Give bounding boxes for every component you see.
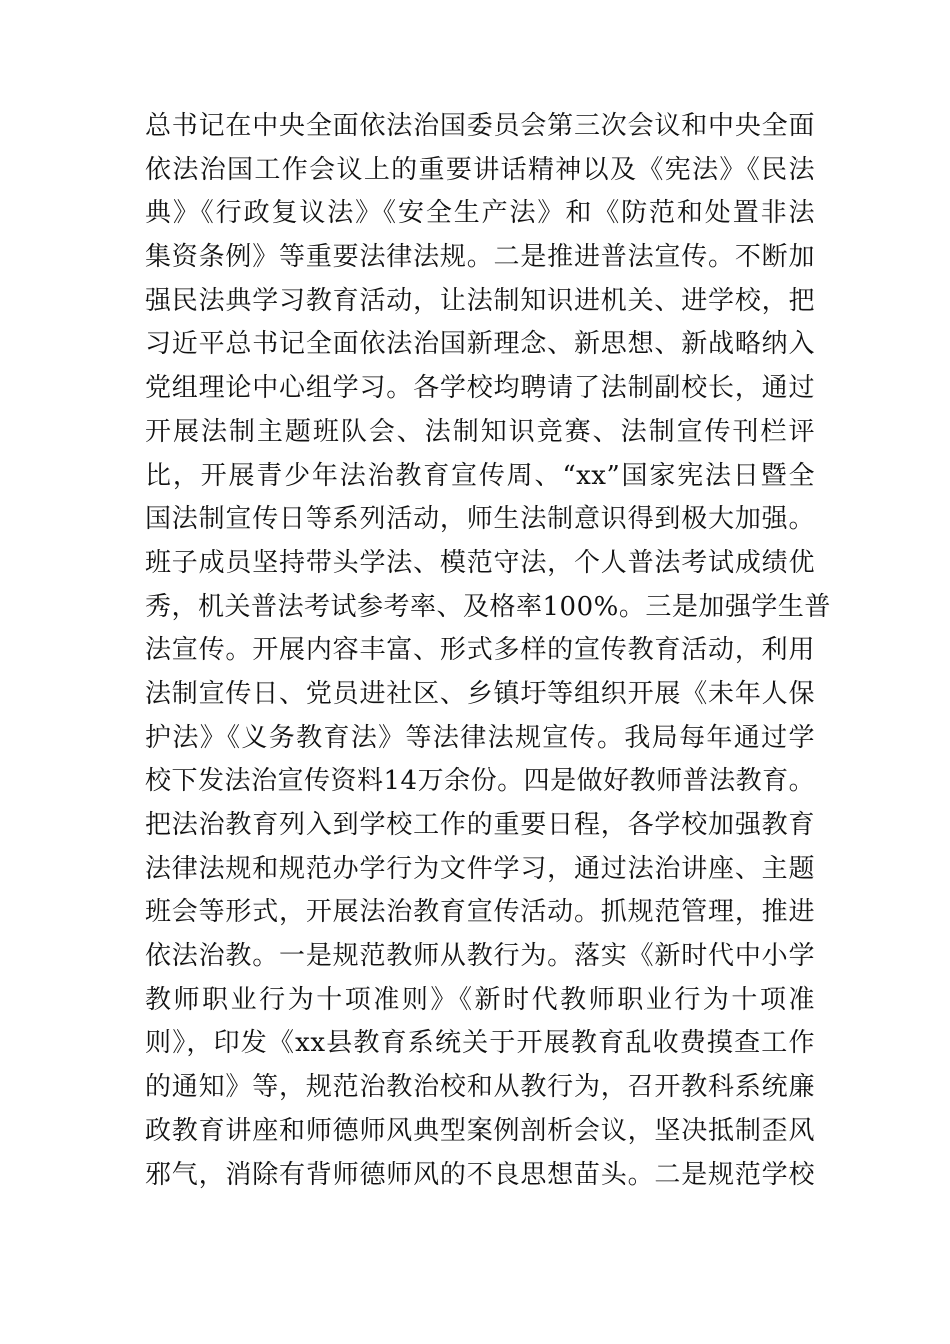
text-line-19: 班会等形式，开展法治教育宣传活动。抓规范管理，推进 [145,897,815,928]
text-line-2: 依法治国工作会议上的重要讲话精神以及《宪法》《民法 [145,154,815,185]
text-line-16: 校下发法治宣传资料14万余份。四是做好教师普法教育。 [145,766,816,797]
text-line-18: 法律法规和规范办学行为文件学习，通过法治讲座、主题 [145,853,815,884]
text-line-15: 护法》《义务教育法》等法律法规宣传。我局每年通过学 [145,722,815,753]
text-line-12: 秀，机关普法考试参考率、及格率100%。三是加强学生普 [145,591,831,622]
text-line-6: 习近平总书记全面依法治国新理念、新思想、新战略纳入 [145,329,815,360]
text-line-17: 把法治教育列入到学校工作的重要日程，各学校加强教育 [145,810,815,840]
text-line-7: 党组理论中心组学习。各学校均聘请了法制副校长，通过 [145,373,815,404]
text-line-3: 典》《行政复议法》《安全生产法》和《防范和处置非法 [145,198,815,229]
text-line-13: 法宣传。开展内容丰富、形式多样的宣传教育活动，利用 [145,635,815,666]
text-line-10: 国法制宣传日等系列活动，师生法制意识得到极大加强。 [145,504,815,535]
text-line-9: 比，开展青少年法治教育宣传周、“xx”国家宪法日暨全 [145,460,815,491]
text-line-21: 教师职业行为十项准则》《新时代教师职业行为十项准 [145,984,815,1015]
text-line-11: 班子成员坚持带头学法、模范守法，个人普法考试成绩优 [145,547,815,578]
text-line-20: 依法治教。一是规范教师从教行为。落实《新时代中小学 [145,941,815,972]
text-line-23: 的通知》等，规范治教治校和从教行为，召开教科系统廉 [145,1072,815,1103]
text-line-1: 总书记在中央全面依法治国委员会第三次会议和中央全面 [145,111,815,141]
text-line-14: 法制宣传日、党员进社区、乡镇圩等组织开展《未年人保 [145,678,815,709]
body-text [145,105,831,1197]
text-line-22: 则》，印发《xx县教育系统关于开展教育乱收费摸查工作 [145,1028,815,1059]
text-line-4: 集资条例》等重要法律法规。二是推进普法宣传。不断加 [145,242,815,273]
text-line-8: 开展法制主题班队会、法制知识竞赛、法制宣传刊栏评 [145,416,815,447]
text-line-25: 邪气，消除有背师德师风的不良思想苗头。二是规范学校 [145,1159,815,1190]
text-line-5: 强民法典学习教育活动，让法制知识进机关、进学校，把 [145,285,815,316]
text-line-24: 政教育讲座和师德师风典型案例剖析会议，坚决抵制歪风 [145,1115,815,1146]
